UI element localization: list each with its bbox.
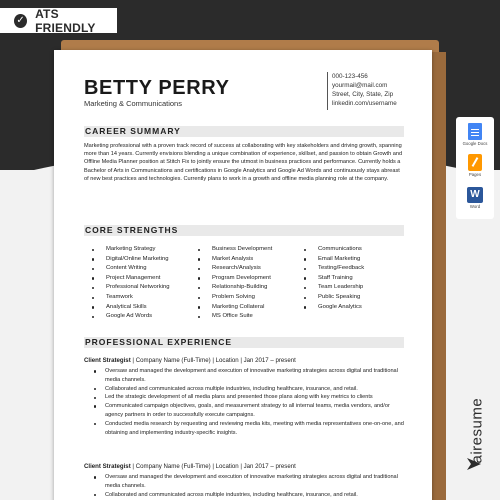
strength-item: Teamwork bbox=[92, 293, 198, 303]
strength-item: Staff Training bbox=[304, 274, 404, 284]
strengths-column-2 bbox=[198, 245, 304, 322]
brand-logo bbox=[460, 380, 490, 490]
strength-item: Relationship-Building bbox=[198, 283, 304, 293]
strength-item: Marketing Collateral bbox=[198, 303, 304, 313]
brand-mark-icon bbox=[466, 456, 482, 472]
resume-name: BETTY PERRY bbox=[84, 77, 230, 99]
job-bullet: Collaborated and communicated across multiple industries, including healthcare, insurance, and retail. bbox=[98, 385, 406, 394]
job-title-2 bbox=[84, 463, 296, 470]
word-app bbox=[456, 187, 494, 209]
job-bullet: Oversaw and managed the development and execution of innovative marketing strategies across digital and traditional media channels. bbox=[98, 473, 406, 491]
strength-item: Program Development bbox=[198, 274, 304, 284]
job-title-1 bbox=[84, 357, 296, 364]
contact-linkedin: linkedin.com/username bbox=[332, 100, 397, 107]
job-details: | Company Name (Full-Time) | Location | Jan 2017 – present bbox=[130, 463, 296, 470]
strength-item: Google Ad Words bbox=[92, 312, 198, 322]
strength-item: Email Marketing bbox=[304, 255, 404, 265]
experience-heading: PROFESSIONAL EXPERIENCE bbox=[84, 337, 404, 348]
strength-item: Professional Networking bbox=[92, 283, 198, 293]
brand-name: airesume bbox=[468, 397, 486, 464]
contact-email: yourmail@mail.com bbox=[332, 82, 388, 89]
job-bullet: Conducted media research by requesting and reviewing media kits, meeting with media representatives one-on-one, and obtaining and implementing industry-specific insights. bbox=[98, 420, 406, 438]
pages-app bbox=[456, 154, 494, 177]
strength-item: Research/Analysis bbox=[198, 264, 304, 274]
resume-page bbox=[54, 50, 432, 500]
strength-item: Digital/Online Marketing bbox=[92, 255, 198, 265]
strength-item: Project Management bbox=[92, 274, 198, 284]
strength-item: Market Analysis bbox=[198, 255, 304, 265]
job-details: | Company Name (Full-Time) | Location | Jan 2017 – present bbox=[130, 357, 296, 364]
strength-item: Google Analytics bbox=[304, 303, 404, 313]
strength-item: Team Leadership bbox=[304, 283, 404, 293]
pages-icon bbox=[468, 154, 482, 171]
app-label: Word bbox=[469, 204, 481, 209]
job-bullet: Communicated campaign objectives, goals, and measurement strategy to all internal teams, media vendors, and/or agency partners in order to successfully execute campaigns. bbox=[98, 402, 406, 420]
compatible-apps-panel bbox=[456, 117, 494, 219]
job-bullet: Collaborated and communicated across multiple industries, including healthcare, insurance, and retail. bbox=[98, 491, 406, 500]
strengths-heading: CORE STRENGTHS bbox=[84, 225, 404, 236]
contact-address: Street, City, State, Zip bbox=[332, 91, 394, 98]
contact-block bbox=[327, 72, 397, 110]
strengths-list bbox=[92, 245, 402, 322]
strength-item: Problem Solving bbox=[198, 293, 304, 303]
job-bullets-1 bbox=[98, 367, 406, 437]
strengths-column-1 bbox=[92, 245, 198, 322]
contact-phone: 000-123-456 bbox=[332, 73, 368, 80]
summary-heading: CAREER SUMMARY bbox=[84, 126, 404, 137]
strength-item: Public Speaking bbox=[304, 293, 404, 303]
job-bullets-2 bbox=[98, 473, 406, 499]
strengths-column-3 bbox=[304, 245, 404, 322]
strength-item: Marketing Strategy bbox=[92, 245, 198, 255]
app-label: Google Docs bbox=[462, 141, 488, 146]
resume-title: Marketing & Communications bbox=[84, 99, 182, 108]
google-docs-icon bbox=[468, 123, 482, 140]
ats-friendly-badge bbox=[0, 8, 117, 33]
google-docs-app bbox=[456, 123, 494, 146]
job-role: Client Strategist bbox=[84, 463, 131, 470]
strength-item: Communications bbox=[304, 245, 404, 255]
strength-item: Business Development bbox=[198, 245, 304, 255]
strength-item: Testing/Feedback bbox=[304, 264, 404, 274]
job-bullet: Led the strategic development of all media plans and presented those plans along with key metrics to clients bbox=[98, 393, 406, 402]
checkmark-icon: ✓ bbox=[14, 14, 27, 28]
strength-item: Analytical Skills bbox=[92, 303, 198, 313]
app-label: Pages bbox=[468, 172, 482, 177]
badge-label: ATS FRIENDLY bbox=[35, 6, 96, 35]
job-bullet: Oversaw and managed the development and execution of innovative marketing strategies across digital and traditional media channels. bbox=[98, 367, 406, 385]
strength-item: MS Office Suite bbox=[198, 312, 304, 322]
job-role: Client Strategist bbox=[84, 357, 131, 364]
word-icon: W bbox=[467, 187, 483, 203]
summary-text: Marketing professional with a proven track record of success at collaborating with key stakeholders and driving growth, spanning more than 14 years. Currently envisions blending a unique combination of experience, skillset, and passion to obtain Growth and Offline Media Planner position at Stitch Fix to jointly ensure the utmost in business practices and performance. Currently holds a Bachelor of Arts in Communications and certifications in Google Analytics and Google Ad Words and continuously stays abreast of new best practices and technologies. Currently plans to work in a growth and offline media planning role at the company. bbox=[84, 143, 403, 182]
strength-item: Content Writing bbox=[92, 264, 198, 274]
